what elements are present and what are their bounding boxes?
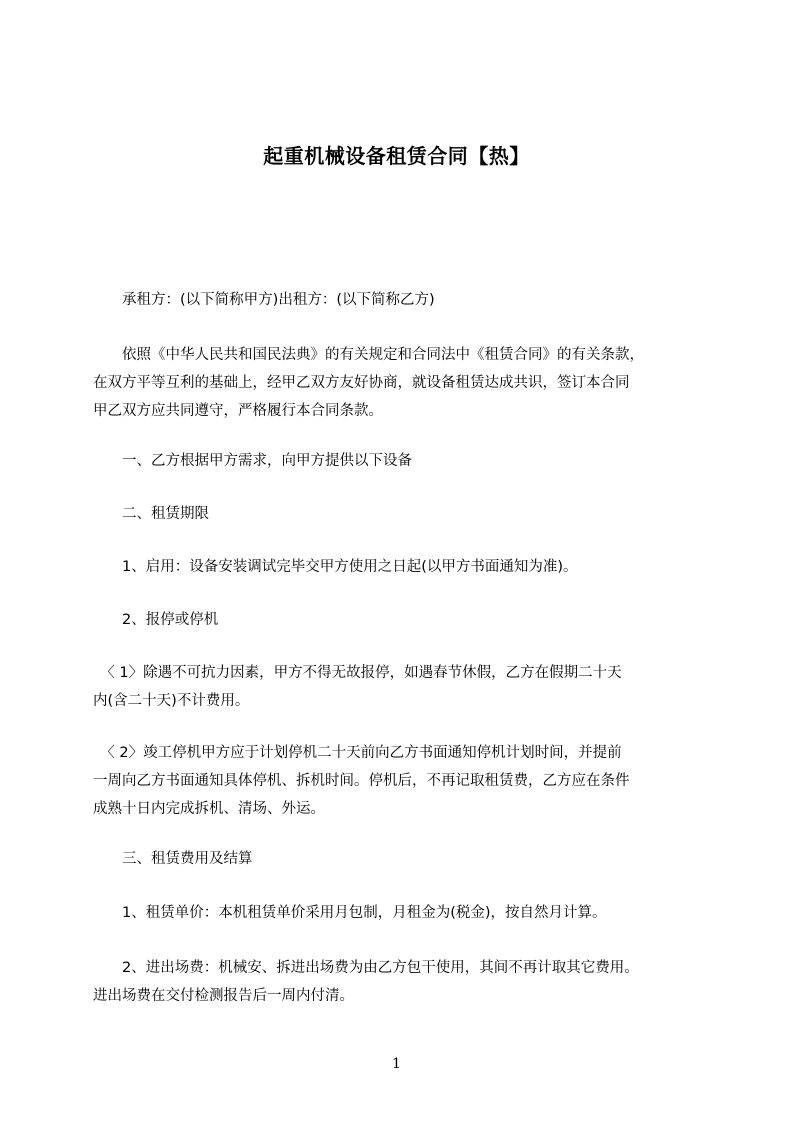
- text-line: 在双方平等互利的基础上，经甲乙双方友好协商，就设备租赁达成共识，签订本合同: [93, 375, 630, 391]
- text-line: 三、租赁费用及结算: [93, 851, 253, 867]
- text-line: 2、报停或停机: [93, 612, 219, 628]
- text-line: 依照《中华人民共和国民法典》的有关规定和合同法中《租赁合同》的有关条款，: [93, 347, 644, 363]
- section-heading-3: [93, 845, 718, 873]
- text-line: 二、租赁期限: [93, 506, 209, 522]
- text-line: 〈 2〉竣工停机甲方应于计划停机二十天前向乙方书面通知停机计划时间，并提前: [93, 745, 622, 761]
- clause-3-2: [93, 954, 718, 1010]
- document-title: 起重机械设备租赁合同【热】: [263, 144, 530, 168]
- clause-3-1: [93, 899, 718, 927]
- text-line: 成熟十日内完成拆机、清场、外运。: [93, 801, 325, 817]
- text-line: 进出场费在交付检测报告后一周内付清。: [93, 988, 354, 1004]
- paragraph-preamble: [93, 341, 718, 425]
- text-line: 2、进出场费：机械安、拆进出场费为由乙方包干使用，其间不再计取其它费用。: [93, 960, 639, 976]
- subclause-2-2-1: [93, 659, 718, 715]
- subclause-2-2-2: [93, 739, 718, 823]
- text-line: 一、乙方根据甲方需求，向甲方提供以下设备: [93, 453, 412, 469]
- text-line: 内(含二十天)不计费用。: [93, 693, 250, 709]
- clause-2-2: [93, 606, 718, 634]
- clause-2-1: [93, 553, 718, 581]
- section-heading-2: [93, 500, 718, 528]
- page-number: 1: [392, 1056, 401, 1072]
- section-heading-1: [93, 447, 718, 475]
- text-line: 1、启用：设备安装调试完毕交甲方使用之日起(以甲方书面通知为准)。: [93, 559, 578, 575]
- text-line: 〈 1〉除遇不可抗力因素，甲方不得无故报停，如遇春节休假，乙方在假期二十天: [93, 665, 622, 681]
- text-line: 1、租赁单价：本机租赁单价采用月包制，月租金为(税金)，按自然月计算。: [93, 905, 607, 921]
- paragraph-parties: [93, 286, 718, 314]
- text-line: 一周向乙方书面通知具体停机、拆机时间。停机后，不再记取租赁费，乙方应在条件: [93, 773, 630, 789]
- text-line: 甲乙双方应共同遵守，严格履行本合同条款。: [93, 403, 383, 419]
- text-line: 承租方：(以下简称甲方)出租方：(以下简称乙方): [93, 292, 435, 308]
